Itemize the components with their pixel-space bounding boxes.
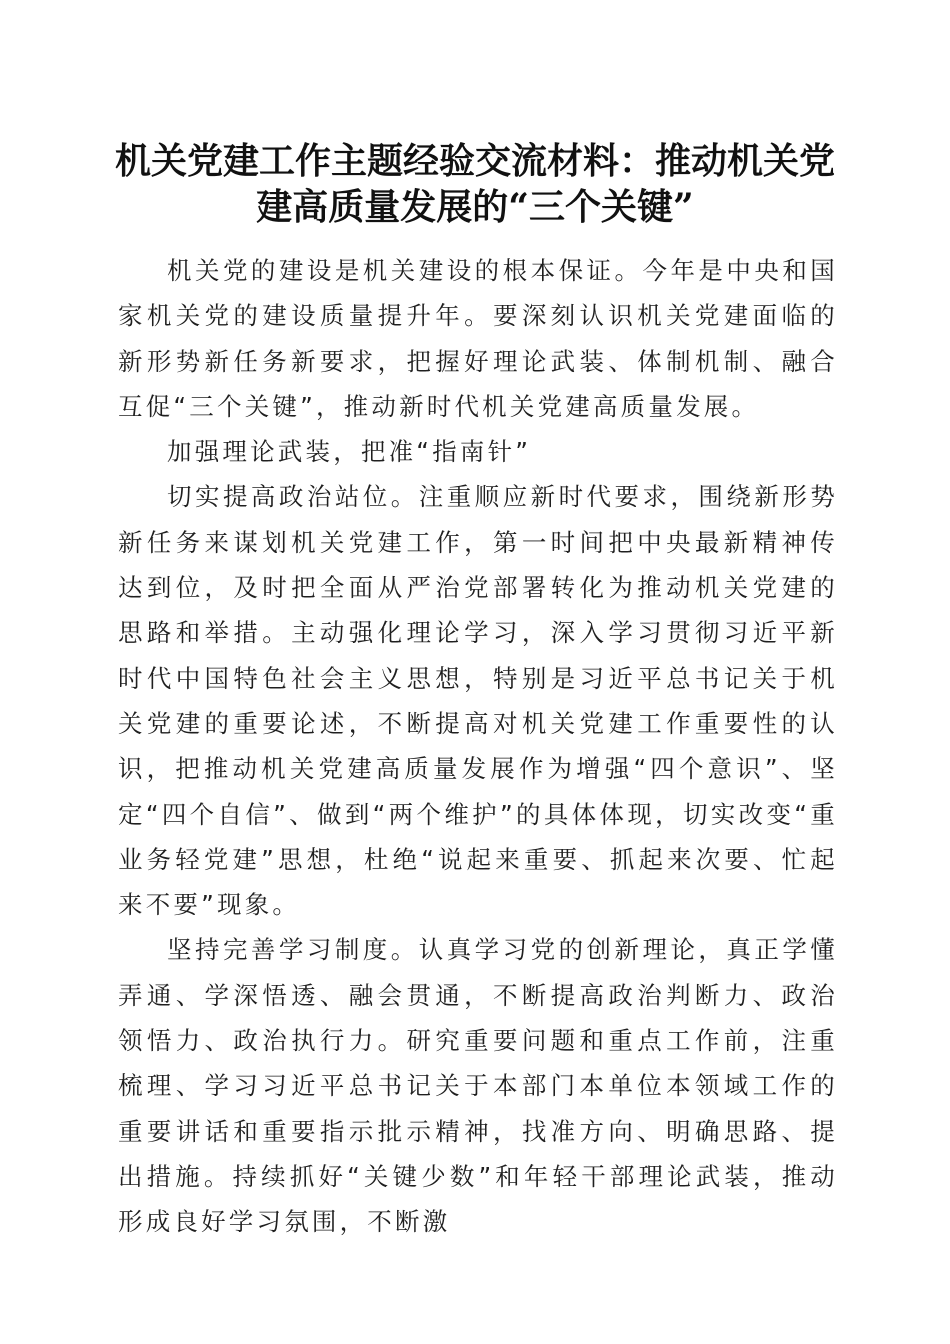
- body-paragraph: 切实提高政治站位。注重顺应新时代要求，围绕新形势新任务来谋划机关党建工作，第一时间把中央最新精神传达到位，及时把全面从严治党部署转化为推动机关党建的思路和举措。主动强化理论学习，深入学习贯彻习近平新时代中国特色社会主义思想，特别是习近平总书记关于机关党建的重要论述，不断提高对机关党建工作重要性的认识，把推动机关党建高质量发展作为增强“四个意识”、坚定“四个自信”、做到“两个维护”的具体体现，切实改变“重业务轻党建”思想，杜绝“说起来重要、抓起来次要、忙起来不要”现象。: [118, 482, 838, 920]
- title-line-1: 机关党建工作主题经验交流材料：推动机关党: [114, 140, 835, 182]
- document-body: [118, 248, 838, 1245]
- title-line-2: 建高质量发展的“三个关键”: [256, 186, 694, 228]
- body-paragraph: 坚持完善学习制度。认真学习党的创新理论，真正学懂弄通、学深悟透、融会贯通，不断提高政治判断力、政治领悟力、政治执行力。研究重要问题和重点工作前，注重梳理、学习习近平总书记关于本部门本单位本领域工作的重要讲话和重要指示批示精神，找准方向、明确思路、提出措施。持续抓好“关键少数”和年轻干部理论武装，推动形成良好学习氛围，不断激: [118, 935, 838, 1237]
- document-title: [80, 138, 870, 230]
- section-heading: 加强理论武装，把准“指南针”: [167, 437, 532, 467]
- intro-paragraph: 机关党的建设是机关建设的根本保证。今年是中央和国家机关党的建设质量提升年。要深刻认识机关党建面临的新形势新任务新要求，把握好理论武装、体制机制、融合互促“三个关键”，推动新时代机关党建高质量发展。: [118, 256, 838, 421]
